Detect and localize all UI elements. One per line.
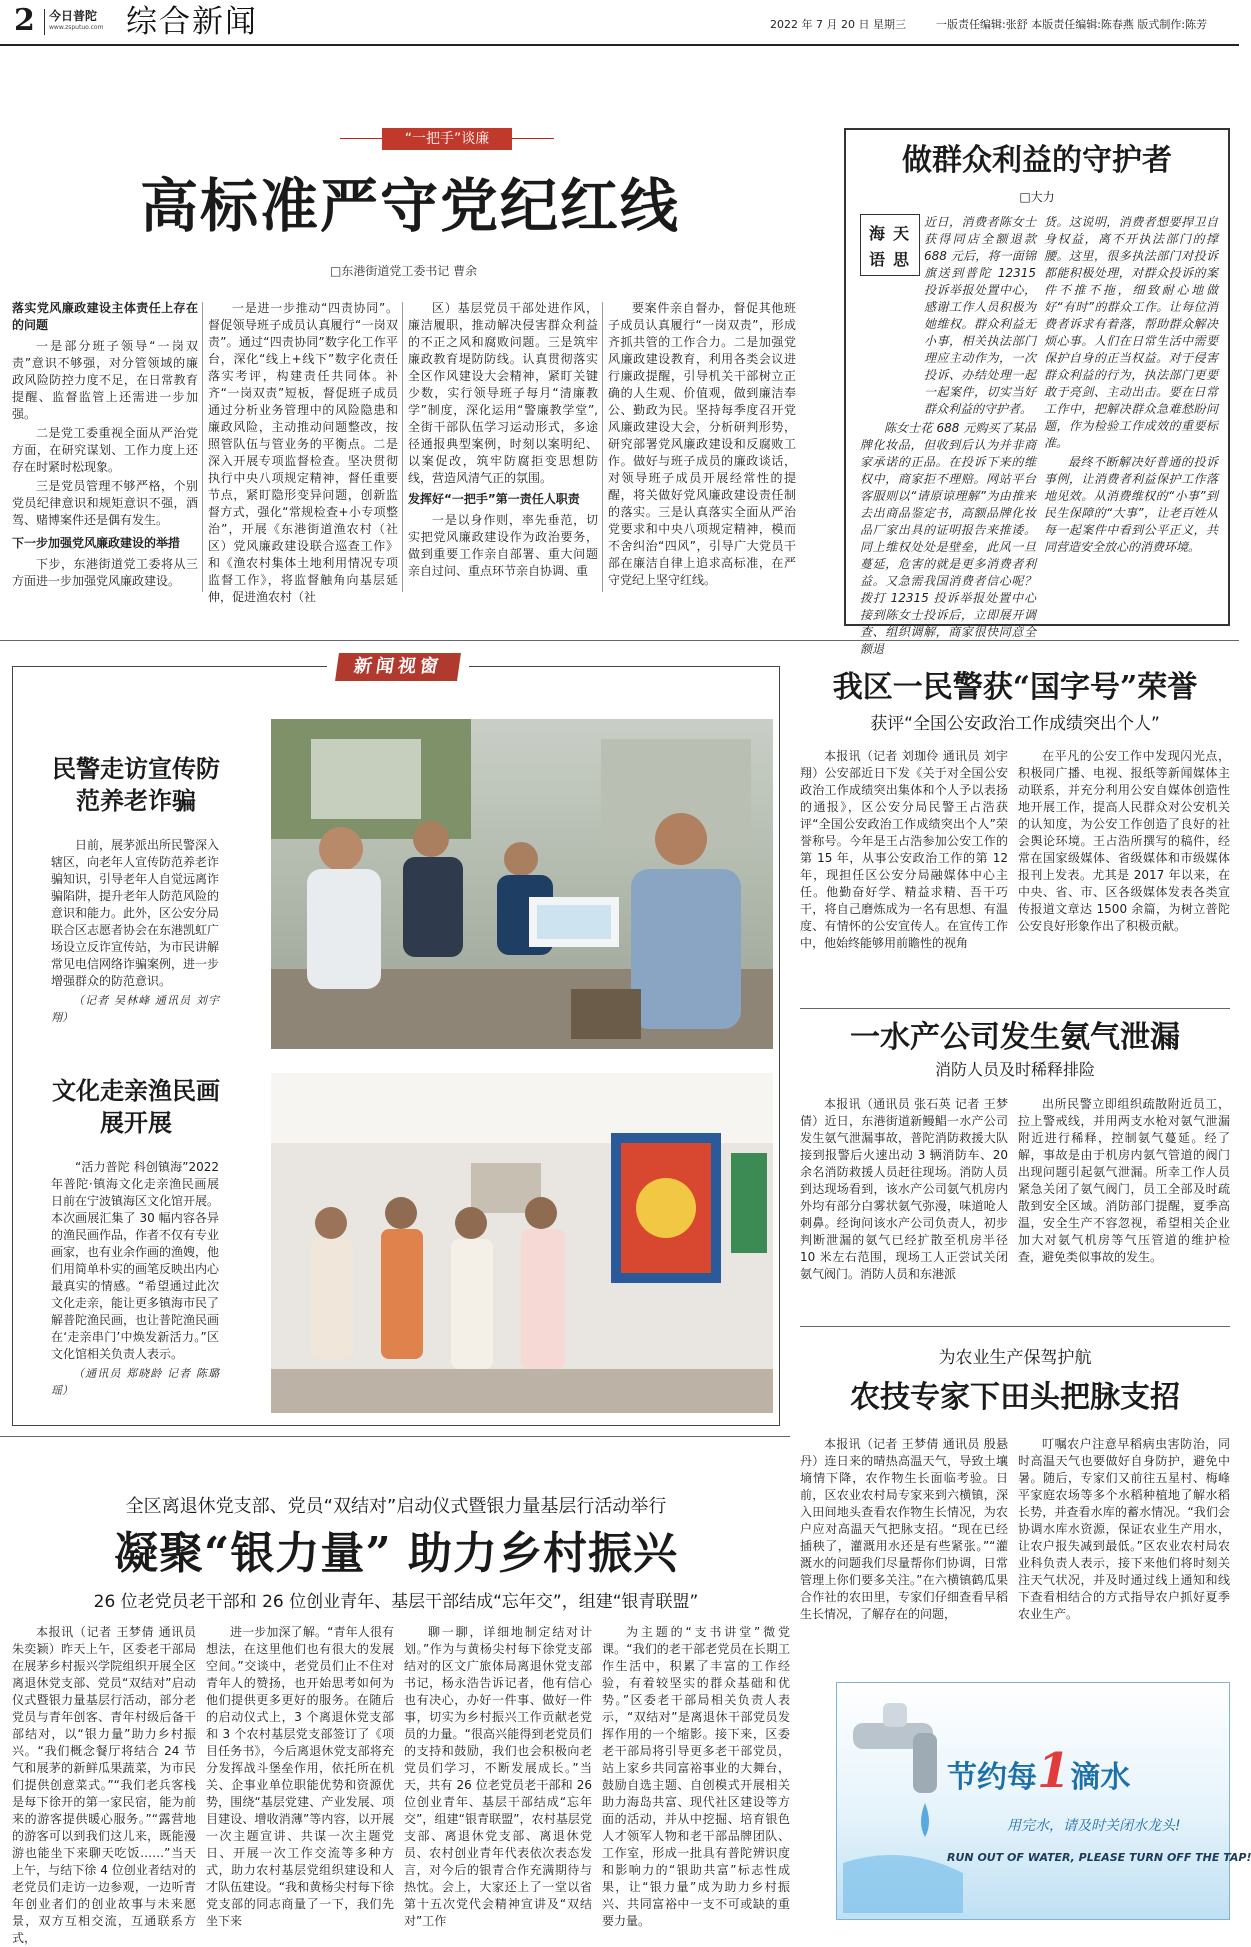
lead-subhead: 落实党风廉政建设主体责任上存在的问题 (12, 301, 198, 332)
column-box (844, 128, 1230, 656)
lead-paragraph: 三是党员管理不够严格，个别党员纪律意识和规矩意识不强，酒驾、赌博案件还是偶有发生。 (12, 479, 198, 527)
column-box-text-2: 陈女士花 688 元购买了某品牌化妆品，但收到后认为并非商家承诺的正品。在投诉下来的维权中，商家拒不理赔。网站平台客服则以“请原谅理解”为由推来去出商品鉴定书，高额品牌化妆品厂家出具的证明报告来推诿。同上维权处处是壁垒，此风一旦蔓延，危害的就是更多消费者利益。又急需我国消费者信心呢？拨打 12315 投诉举报处置中心接到陈女士投诉后，立即展开调查、组织调解，商家很快同意全额退 (860, 421, 1036, 656)
lead-col-3-text: 区）基层党员干部处进作风，廉洁履职，推动解决侵害群众利益的不正之风和腐败问题。三是筑牢廉政教育堤防防线。认真贯彻落实全区作风建设大会精神，紧盯关键少数，实行领导班子每月“清廉教学”制度，深化运用“警廉教学堂”,全街干部队伍学习运动形式，多途径通报典型案例，时刻以案明纪、以案促改，筑牢防腐拒变思想防线，营造风清气正的氛围。 (408, 301, 598, 485)
seal-char-2: 海 (869, 224, 886, 243)
agri-kicker: 为农业生产保驾护航 (938, 1348, 1092, 1368)
photo-police-visit-image (271, 719, 773, 1049)
column-box-text-1: 近日，消费者陈女士获得同店全额退款 688 元后，将一面锦旗送到普陀 12315 投诉举报处置中心，感谢工作人员积极为她维权。群众利益无小事，相关执法部门理应主动作为，一次投诉、办结处理一起一起案件，切实当好群众利益的守护者。 (924, 215, 1036, 416)
masthead (0, 0, 1239, 44)
photo-police-visit (271, 719, 773, 1049)
lead-col-3 (408, 300, 598, 600)
bottom-subtitle: 26 位老党员老干部和 26 位创业青年、基层干部结成“忘年交”，组建“银青联盟” (93, 1592, 699, 1612)
lead-col-4-text: 要案件亲自督办，督促其他班子成员认真履行“一岗双责”，形成齐抓共管的工作合力。二是加强党风廉政建设教育，利用各类会议进行廉政提醒，引导机关干部树立正确的人生观、价值观，做到廉洁奉公、勤政为民。坚持每季度召开党风廉政建设大会，分析研判形势，研究部署党风廉政建设和反腐败工作。做好与班子成员的廉政谈话，对领导班子成员开展经常性的提醒，将关做好党风廉政建设责任制的落实。三是认真落实全面从严治党要求和中央八项规定精神，模而不舍纠治“四风”，引导广大党员干部在廉洁自律上追求高标准，在严守党纪上坚守红线。 (608, 301, 796, 587)
lead-paragraph: 一是部分班子领导“一岗双责”意识不够强，对分管领域的廉政风险防控力度不足，在日常教育提醒、监督监管上还需进一步加强。 (12, 339, 198, 421)
story2-byline: （通讯员 郑晓龄 记者 陈璐瑶） (51, 1367, 219, 1397)
ammonia-subtitle: 消防人员及时稀释排险 (934, 1060, 1095, 1079)
lead-col-2-text: 一是进一步推动“四责协同”。督促领导班子成员认真履行“一岗双责”。通过“四责协同”数字化工作平台，深化“线上+线下”数字化责任落实考评，构建责任共同体。补齐“一岗双责”短板，督促班子成员通过分析业务管理中的风险隐患和廉政风险，主动推动问题整改，按照管队伍与管业务的平衡点。二是深入开展专项监督检查。坚决贯彻执行中央八项规定精神，督任重要节点，紧盯隐形变异问题，创新监督方式，强化“常规检查+小专项整治”，开展《东港街道渔农村（社区）党风廉政建设联合巡查工作》和《渔农村集体土地利用情况专项监督工作》，将监督触角向基层延伸，促进渔农村（社 (208, 301, 398, 604)
lead-byline: □东港街道党工委书记 曹余 (330, 264, 478, 278)
seal-char-3: 思 (893, 250, 910, 269)
agri-col-2 (1018, 1436, 1230, 1668)
bottom-col-4-text: 为主题的“支书讲堂”微党课。“我们的老干部老党员在长期工作生活中，积累了丰富的工作经验，有着较坚实的群众基础和优势。”区委老干部局相关负责人表示，“双结对”是离退休干部党员发挥作用的一个缩影。接下来，区委老干部局将引导更多老干部党员，站上家乡共同富裕事业的大舞台，鼓励自选主题、自创模式开展相关助力海岛共富、现代社区建设等方面的活动，并从中挖掘、培育银色人才领军人物和老干部品牌团队、工作室，形成一批具有普陀辨识度和影响力的“银助共富”标志性成果，让“银力量”成为助力乡村振兴、共同富裕中一支不可或缺的重要力量。 (602, 1625, 790, 1928)
column-box-col-1 (860, 214, 1036, 656)
date-line: 2022 年 7 月 20 日 星期三 (770, 18, 906, 31)
police-col-2 (1018, 748, 1230, 998)
paper-name: 今日普陀 (49, 9, 98, 23)
water-ad-headline (947, 1743, 1130, 1799)
police-col-1 (800, 748, 1008, 998)
lead-subhead: 下一步加强党风廉政建设的举措 (12, 536, 181, 550)
story1-body (51, 837, 220, 1024)
story2-body (51, 1159, 219, 1409)
bottom-kicker: 全区离退休党支部、党员“双结对”启动仪式暨银力量基层行活动举行 (125, 1496, 667, 1517)
lead-paragraph: 下步，东港街道党工委将从三方面进一步加强党风廉政建设。 (12, 557, 198, 588)
lead-kicker (340, 128, 554, 150)
news-window-label (327, 653, 469, 681)
bottom-col-4 (602, 1624, 790, 1928)
section-title: 综合新闻 (126, 4, 258, 40)
lead-col-1 (12, 300, 198, 600)
water-ad-accent: 1 (1037, 1743, 1071, 1799)
lead-col-2 (208, 300, 398, 604)
ammonia-col-1-text: 本报讯（通讯员 张石英 记者 王梦倩）近日，东港街道新鳗鲳一水产公司发生氨气泄漏事故，普陀消防救援大队接到报警后火速出动 3 辆消防车、20 余名消防救援人员赶往现场。消防人员到达现场看到，该水产公司氨气机房内外均有部分白雾状氨气弥漫，味道呛人刺鼻。经询问该水产公司负责人，初步判断泄漏的氨气已经扩散至机房半径 10 米左右范围，现场工人正尝试关闭氨气阀门。消防人员和东港派 (800, 1097, 1008, 1281)
lead-title: 高标准严守党纪红线 (139, 172, 680, 240)
masthead-rule (0, 44, 1239, 46)
story2-title: 文化走亲渔民画展开展 (52, 1076, 220, 1137)
water-ad-english: RUN OUT OF WATER, PLEASE TURN OFF THE TAP! (947, 1851, 1251, 1864)
column-box-text-4: 最终不断解决好普通的投诉事例，让消费者利益保护工作落地见效。从消费维权的“小事”到民生保障的“大事”，让老百姓从每一起案件中看到公平正义，共同营造安全放心的消费环境。 (1044, 455, 1218, 554)
news-window-label-text: 新闻视窗 (335, 653, 461, 681)
column-box-col-2 (1044, 214, 1218, 614)
water-ad-sub: 用完水，请及时关闭水龙头! (1007, 1818, 1181, 1834)
water-ad (836, 1682, 1251, 1920)
photo-art-exhibition-image (271, 1073, 773, 1413)
bottom-col-3-text: 聊一聊，详细地制定结对计划。”作为与黄杨尖村每下徐党支部结对的区文广旅体局离退休党支部书记，杨永浩告诉记者，他有信心也有决心，办好一件事、做好一件事，切实为乡村振兴工作贡献老党员的力量。“很高兴能得到老党员们的支持和鼓励，我们也会积极向老党员们学习，不断发展成长。”当天，共有 26 位老党员老干部和 26 位创业青年、基层干部结成“忘年交”，组建“银青联盟”，农村基层党支部、离退休党支部、离退休党员、农村创业青年代表依次表态发言，对今后的银青合作充满期待与热忱。会上，大家还上了一堂以省第十五次党代会精神宣讲及“双结对”工作 (404, 1625, 592, 1928)
photo-art-exhibition (271, 1073, 773, 1413)
agri-col-1-text: 本报讯（记者 王梦倩 通讯员 殷悬丹）连日来的晴热高温天气，导致土壤墒情下降，农作物生长面临考验。日前，区农业农村局专家来到六横镇，深入田间地头查看农作物生长情况，为农户应对高温天气把脉支招。“现在已经插秧了，灌溉用水还是有些紧张。”“灌溉水的问题我们尽量帮你们协调，日常管理上你们要多关注。”在六横镇鹤瓜果合作社的农田里，专家们仔细查看早稻生长情况，了解存在的问题， (800, 1437, 1008, 1621)
column-box-byline: □大力 (1019, 190, 1055, 204)
agri-col-2-text: 叮嘱农户注意早稻病虫害防治，同时高温天气也要做好自身防护，避免中暑。随后，专家们又前往五星村、梅峰平家庭农场等多个水稻种植地了解水稻长势，并查看水库的蓄水情况。“我们会协调水库水资源，保证农业生产用水，让农户报失减到最低。”区农业农村局农业科负责人表示，接下来他们将时刻关注天气状况，并及时通过线上通知和线下查看相结合的方式指导农户抓好夏季农业生产。 (1018, 1437, 1230, 1621)
bottom-col-3 (404, 1624, 592, 1928)
bottom-col-2 (206, 1624, 394, 1928)
bottom-col-2-text: 进一步加深了解。“青年人很有想法，在这里他们也有很大的发展空间。”交谈中，老党员们止不住对青年人的赞扬，也开始思考如何为他们提供更多更好的服务。在随后的启动仪式上，3 个离退休党支部和 3 个农村基层党支部签订了《项目任务书》，今后离退休党支部将充分发挥战斗堡垒作用，依托所在机关、企事业单位职能优势和资源优势，围绕“基层党建、产业发展、项目建设、增收消薄”等内容，以开展一次主题宣讲、共谋一次主题党日、开展一次工作交流等多种方式，助力农村基层党组织建设和人才队伍建设。“我和黄杨尖村每下徐党支部的同志商量了一下，我们先坐下来 (206, 1625, 394, 1928)
lead-kicker-text: “一把手”谈廉 (382, 128, 512, 150)
seal-char-1: 天 (893, 224, 910, 243)
ammonia-col-1 (800, 1096, 1008, 1316)
paper-logo (44, 9, 113, 35)
water-ad-main2: 滴水 (1070, 1760, 1131, 1795)
lead-col-3-subhead: 发挥好“一把手”第一责任人职责 (408, 492, 580, 506)
police-subtitle: 获评“全国公安政治工作成绩突出个人” (870, 714, 1160, 734)
seal-char-4: 语 (869, 250, 886, 269)
paper-site: www.zsputuo.com (49, 24, 104, 31)
story1-text: 日前，展茅派出所民警深入辖区，向老年人宣传防范养老诈骗知识，引导老年人自觉远离诈骗陷阱，提升老年人防范风险的意识和能力。此外，区公安分局联合区志愿者协会在东港凯虹广场设立反诈宣传站，为市民讲解常见电信网络诈骗案例，进一步增强群众的防范意识。 (51, 838, 220, 988)
ammonia-col-2 (1018, 1096, 1230, 1316)
editors-line: 一版责任编辑:张舒 本版责任编辑:陈春燕 版式制作:陈芳 (936, 18, 1208, 31)
news-window-box (12, 656, 780, 1426)
bottom-col-1 (12, 1624, 196, 1945)
faucet-icon (843, 1703, 963, 1913)
column-box-text-3: 货。这说明，消费者想要捍卫自身权益，离不开执法部门的撑腰。这里，很多执法部门对投诉都能积极处理，对群众投诉的案件不推不拖，细致耐心地做好“有时”的群众工作。让每位消费者诉求有着落，帮助群众解决烦心事。人们在日常生活中需要保护自身的正当权益。对于侵害群众利益的行为，执法部门更要敢于亮剑、主动出击。要在日常工作中，把解决群众急难愁盼问题，作为检验工作成效的重要标准。 (1044, 215, 1218, 450)
police-title: 我区一民警获“国字号”荣誉 (832, 670, 1198, 705)
ammonia-title: 一水产公司发生氨气泄漏 (850, 1020, 1180, 1055)
story1-title: 民警走访宣传防范养老诈骗 (52, 754, 220, 815)
police-col-2-text: 在平凡的公安工作中发现闪光点，积极同广播、电视、报纸等新闻媒体主动联系，并充分利用公安自媒体创造性地开展工作，提高人民群众对公安机关的认知度，为公安工作创造了良好的社会舆论环境。王占浩所撰写的稿件，经常在国家级媒体、省级媒体和市级媒体报刊上发表。尤其是 2017 年以来，在中央、省、市、区各级媒体发表各类宣传报道文章达 1500 余篇，为树立普陀公安良好形象作出了积极贡献。 (1018, 749, 1230, 933)
lead-col-4 (608, 300, 796, 600)
ammonia-col-2-text: 出所民警立即组织疏散附近员工，拉上警戒线，并用两支水枪对氨气泄漏附近进行稀释，控制氨气蔓延。经了解，事故是由于机房内氨气管道的阀门出现问题引起氨气泄漏。所幸工作人员紧急关闭了氨气阀门，员工全部及时疏散到安全区域。消防部门提醒，夏季高温，安全生产不容忽视，希望相关企业加大对氨气机房等气压管道的维护检查，避免类似事故的发生。 (1018, 1097, 1230, 1264)
column-box-title: 做群众利益的守护者 (902, 143, 1172, 178)
page-number: 2 (14, 3, 35, 38)
lead-col-3b-text: 一是以身作则，率先垂范，切实把党风廉政建设作为政治要务，做到重要工作亲自部署、重大问题亲自过问、重点环节亲自协调、重 (408, 513, 598, 578)
bottom-col-1-text: 本报讯（记者 王梦倩 通讯员 朱奕颖）昨天上午，区委老干部局在展茅乡村振兴学院组织开展全区离退休党支部、党员“双结对”启动仪式暨银力量基层行活动，部分老党员与青年创客、青年村级后备干部结对，以“银力量”助力乡村振兴。“我们概念餐厅将结合 24 节气和展茅的新鲜瓜果蔬菜，为市民们提供创意菜式。”“我们老兵客栈是每下徐开的第一家民宿，能为前来的游客提供暖心服务。”“露营地的游客可以到我们这儿来，既能漫游也能坐下来聊天吃饭……”当天上午，与结下徐 4 位创业者结对的老党员们走访一边参观，一边听青年创业者们的创业故事与未来愿景，双方互相交流，互通联系方式， (12, 1625, 196, 1945)
story1-byline: （记者 吴林峰 通讯员 刘宇翔） (51, 994, 219, 1024)
bottom-title: 凝聚“银力量” 助力乡村振兴 (114, 1528, 678, 1579)
agri-col-1 (800, 1436, 1008, 1668)
story2-text: “活力普陀 科创镇海”2022 年普陀·镇海文化走亲渔民画展日前在宁波镇海区文化馆开展。本次画展汇集了 30 幅内容各异的渔民画作品，作者不仅有专业画家，也有业余作画的渔嫂，他们用简单朴实的画笔反映出内心最真实的情感。“希望通过此次文化走亲，能让更多镇海市民了解普陀渔民画，也让普陀渔民画在‘走亲串门’中焕发新活力。”区文化馆相关负责人表示。 (51, 1160, 220, 1361)
agri-title: 农技专家下田头把脉支招 (850, 1380, 1180, 1415)
water-ad-main: 节约每 (947, 1760, 1037, 1795)
lead-paragraph: 二是党工委重视全面从严治党方面，在研究谋划、工作力度上还存在时紧时松现象。 (12, 426, 198, 474)
police-col-1-text: 本报讯（记者 刘珈伶 通讯员 刘宇翔）公安部近日下发《关于对全国公安政治工作成绩突出集体和个人予以表扬的通报》，区公安分局民警王占浩获评“全国公安政治工作成绩突出个人”荣誉称号。今年是王占浩参加公安工作的第 15 年，从事公安政治工作的第 12 年，现担任区公安分局融媒体中心主任。他勤奋好学、精益求精、吾干巧干，将自己磨炼成为一名有思想、有温度、有情怀的公安宣传人。在宣传工作中，他始终能够用前瞻性的视角 (800, 749, 1008, 950)
